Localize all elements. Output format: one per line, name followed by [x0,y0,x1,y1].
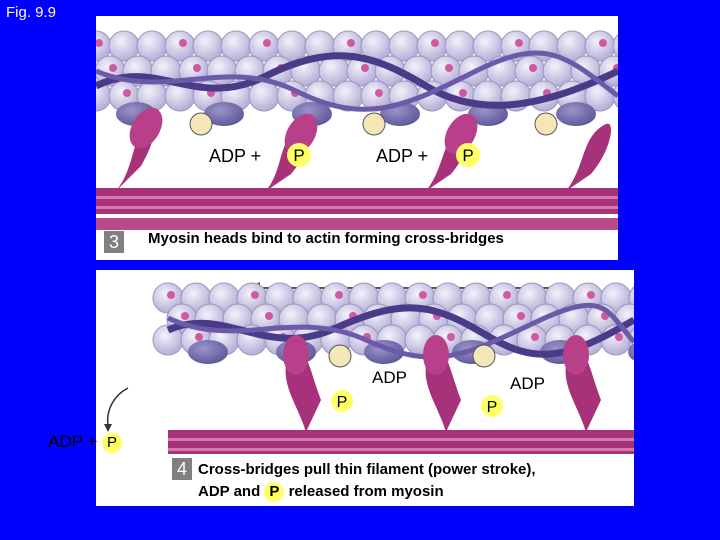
panel-3-illustration [96,16,618,260]
adp-molecule [473,345,495,367]
binding-site [347,39,355,47]
binding-site [459,89,467,97]
binding-site [531,333,539,341]
binding-site [265,312,273,320]
binding-site [179,39,187,47]
binding-site [123,89,131,97]
binding-site [445,64,453,72]
phosphate-label: P [462,146,474,165]
released-phosphate-icon: P [102,433,122,453]
binding-site [515,39,523,47]
binding-site [167,291,175,299]
actin-subunit [249,81,279,111]
thick-filament-stripe [168,448,634,451]
caption-text: released from myosin [288,483,444,500]
adp-molecule [190,113,212,135]
step-4-caption-line-2 [198,481,536,503]
figure-label: Fig. 9.9 [6,4,57,21]
adp-label: ADP [510,374,545,393]
thick-filament-stripe [96,196,618,199]
adp-label: ADP [372,368,407,387]
phosphate-label: P [336,394,348,411]
troponin-complex [188,340,228,364]
step-number-badge: 4 [172,458,192,480]
myosin-crossbridge [566,124,611,191]
troponin-complex [556,102,596,126]
caption-text: ADP and [198,483,261,500]
binding-site [263,39,271,47]
thick-filament-myosin [96,188,618,214]
binding-site [503,291,511,299]
binding-site [419,291,427,299]
binding-site [195,333,203,341]
step-3-caption: Myosin heads bind to actin forming cross-bridges [148,230,504,247]
panel-step-4 [96,270,634,506]
binding-site [447,333,455,341]
thick-filament-stripe [96,206,618,209]
adp-label: ADP + [376,146,429,166]
binding-site [587,291,595,299]
adp-molecule [363,113,385,135]
adp-label: ADP + [209,146,262,166]
binding-site [251,291,259,299]
step-4-caption-line-1: Cross-bridges pull thin filament (power stroke), [198,461,536,478]
phosphate-label: P [293,146,305,165]
thick-filament-stripe [168,438,634,441]
released-adp-label [48,432,122,453]
binding-site [181,312,189,320]
binding-site [517,312,525,320]
binding-site [375,89,383,97]
release-arrow [108,388,128,425]
binding-site [193,64,201,72]
thick-filament-lower [96,218,618,230]
adp-molecule [329,345,351,367]
binding-site [615,333,623,341]
step-number-badge: 3 [104,231,124,253]
release-arrowhead [104,424,112,432]
adp-molecule [535,113,557,135]
binding-site [431,39,439,47]
binding-site [599,39,607,47]
binding-site [335,291,343,299]
panel-step-3 [96,16,618,260]
binding-site [361,64,369,72]
released-adp-text: ADP + [48,432,98,451]
binding-site [109,64,117,72]
step-4-caption [198,459,536,503]
phosphate-icon: P [264,482,284,502]
binding-site [529,64,537,72]
phosphate-label: P [486,399,498,416]
